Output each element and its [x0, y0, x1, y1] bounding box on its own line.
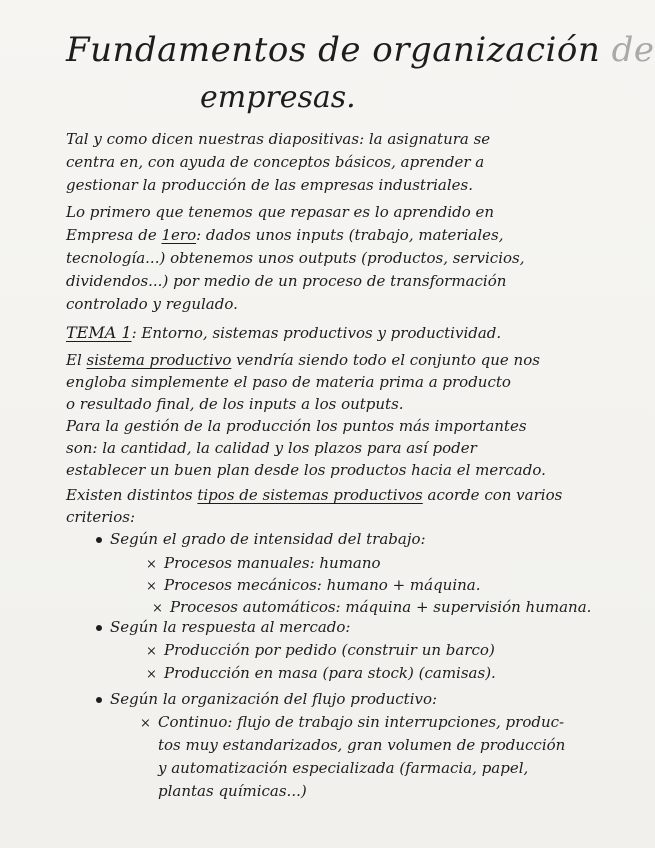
intro-line: gestionar la producción de las empresas industriales. — [66, 176, 474, 194]
criterion-item — [140, 711, 564, 735]
tema-heading — [66, 322, 501, 344]
p3-line — [66, 349, 540, 371]
criterion-item — [146, 574, 481, 598]
criterion-item — [146, 552, 381, 576]
criterion-item — [146, 639, 495, 663]
text-span: : dados unos inputs (trabajo, materiales, — [196, 226, 504, 244]
title-faint-word: de — [600, 30, 655, 70]
criterion-text: Según el grado de intensidad del trabajo: — [110, 530, 426, 548]
criterion-item-text: Procesos mecánicos: humano + máquina. — [164, 576, 481, 594]
p4-line: criterios: — [66, 508, 136, 526]
criterion-item-text: Procesos manuales: humano — [164, 554, 381, 572]
p2-line: controlado y regulado. — [66, 295, 238, 313]
criterion-item-text: Producción en masa (para stock) (camisas). — [164, 664, 496, 682]
p3-line: engloba simplemente el paso de materia prima a producto — [66, 373, 511, 391]
title-main: Fundamentos de organización — [66, 30, 601, 70]
bullet-dot-icon — [96, 537, 102, 543]
cross-marker-icon: × — [146, 579, 157, 594]
bullet-dot-icon — [96, 625, 102, 631]
cross-marker-icon: × — [146, 667, 157, 682]
criterion-item-text: Continuo: flujo de trabajo sin interrupciones, produc- — [158, 713, 565, 731]
p3-line: Para la gestión de la producción los puntos más importantes — [66, 417, 527, 435]
criterion-text: Según la organización del flujo productivo: — [110, 690, 438, 708]
criterion-item-continuation: y automatización especializada (farmacia, papel, — [158, 759, 529, 777]
criterion-title — [96, 616, 350, 638]
page-title — [66, 30, 654, 70]
underlined-text: tipos de sistemas productivos — [197, 486, 423, 504]
p4-line — [66, 484, 562, 506]
p2-line: dividendos...) por medio de un proceso de transformación — [66, 272, 507, 290]
tema-text: : Entorno, sistemas productivos y productividad. — [131, 324, 502, 342]
page-subtitle: empresas. — [200, 80, 356, 115]
text-span: Empresa de — [66, 226, 162, 244]
text-span: Existen distintos — [66, 486, 198, 504]
criterion-item-text: Procesos automáticos: máquina + supervisión humana. — [170, 598, 592, 616]
intro-line: Tal y como dicen nuestras diapositivas: la asignatura se — [66, 130, 491, 148]
cross-marker-icon: × — [146, 557, 157, 572]
intro-line: centra en, con ayuda de conceptos básicos, aprender a — [66, 153, 485, 171]
underlined-text: sistema productivo — [86, 351, 232, 369]
tema-label: TEMA 1 — [66, 323, 132, 342]
underlined-text: 1ero — [161, 226, 197, 244]
text-span: acorde con varios — [422, 486, 563, 504]
p2-line: tecnología...) obtenemos unos outputs (productos, servicios, — [66, 249, 525, 267]
bullet-dot-icon — [96, 697, 102, 703]
p3-line: o resultado final, de los inputs a los outputs. — [66, 395, 404, 413]
p2-line: Lo primero que tenemos que repasar es lo aprendido en — [66, 203, 495, 221]
criterion-item-text: Producción por pedido (construir un barco) — [164, 641, 495, 659]
criterion-text: Según la respuesta al mercado: — [110, 618, 351, 636]
criterion-title — [96, 528, 426, 550]
text-span: El — [66, 351, 87, 369]
criterion-title — [96, 688, 437, 710]
cross-marker-icon: × — [146, 644, 157, 659]
cross-marker-icon: × — [140, 716, 151, 731]
p2-line — [66, 224, 504, 246]
criterion-item-continuation: plantas químicas...) — [158, 782, 307, 800]
criterion-item — [146, 662, 496, 686]
p3-line: son: la cantidad, la calidad y los plazos para así poder — [66, 439, 477, 457]
p3-line: establecer un buen plan desde los productos hacia el mercado. — [66, 461, 546, 479]
cross-marker-icon: × — [152, 601, 163, 616]
text-span: vendría siendo todo el conjunto que nos — [231, 351, 540, 369]
criterion-item-continuation: tos muy estandarizados, gran volumen de producción — [158, 736, 566, 754]
